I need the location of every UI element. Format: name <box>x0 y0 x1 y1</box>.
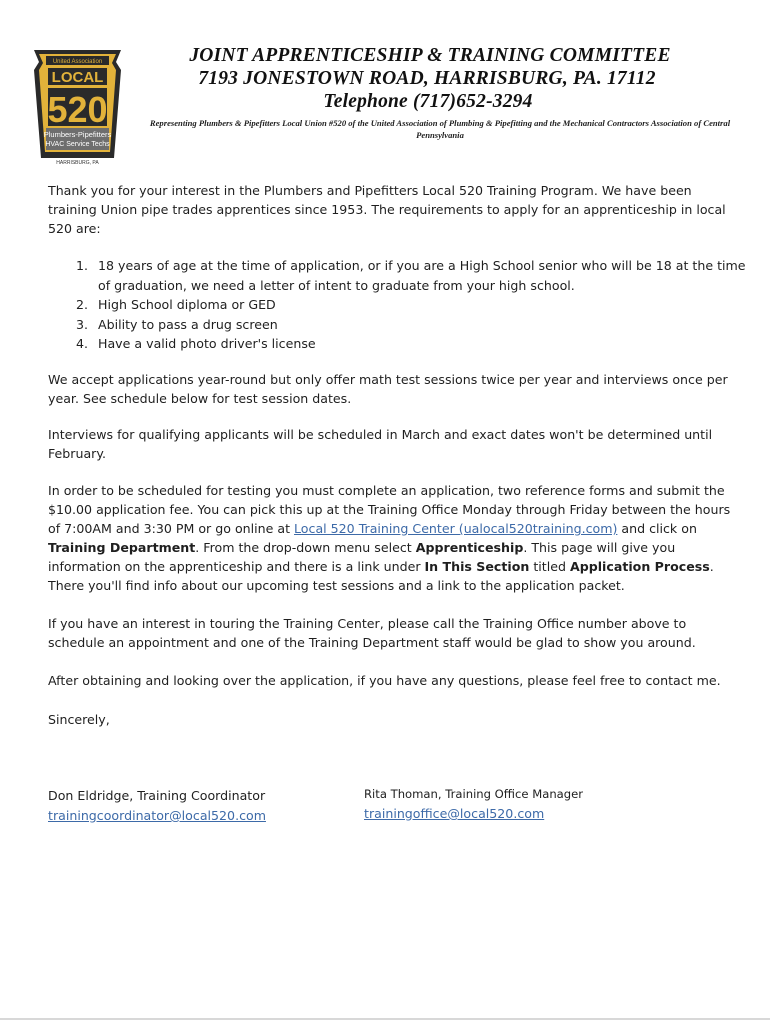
testing-paragraph <box>48 481 738 595</box>
touring-paragraph: If you have an interest in touring the Training Center, please call the Training Office number above to schedule an appointment and one of the Training Department staff would be glad to show you around. <box>48 616 696 650</box>
signer-email-link[interactable]: trainingcoordinator@local520.com <box>48 808 266 823</box>
committee-phone: Telephone (717)652-3294 <box>323 91 533 112</box>
committee-address: 7193 JONESTOWN ROAD, HARRISBURG, PA. 17112 <box>198 68 656 89</box>
closing: Sincerely, <box>48 712 110 727</box>
testing-text-3: . From the drop-down menu select <box>195 540 416 555</box>
logo-number: 520 <box>47 89 108 130</box>
training-department-text: Training Department <box>48 540 196 555</box>
training-center-link[interactable]: Local 520 Training Center (ualocal520training.com) <box>294 521 618 536</box>
interviews-paragraph: Interviews for qualifying applicants will be scheduled in March and exact dates won't be determined until February. <box>48 427 713 461</box>
signature-right <box>364 784 583 824</box>
in-this-section-text: In This Section <box>424 559 530 574</box>
signer-email-link[interactable]: trainingoffice@local520.com <box>364 806 545 821</box>
logo-local-label: LOCAL <box>51 69 104 86</box>
testing-text-2: and click on <box>617 521 697 536</box>
application-process-text: Application Process <box>569 559 710 574</box>
signer-name: Don Eldridge, Training Coordinator <box>48 788 266 803</box>
logo-sub-line1: Plumbers-Pipefitters <box>43 130 112 139</box>
list-item: 2. High School diploma or GED <box>92 295 752 315</box>
logo-top-text: United Association <box>52 59 103 65</box>
apprenticeship-text: Apprenticeship <box>415 540 524 555</box>
testing-text-4: . This page will give you information on the apprenticeship and there is a link under <box>48 540 676 574</box>
list-item: 3. Ability to pass a drug screen <box>92 315 752 335</box>
representing-line: Representing Plumbers & Pipefitters Local Union #520 of the United Association of Plumbing & Pipefitting and the Mechanical Contractors Association of Central Pennsylvania <box>149 118 731 140</box>
scan-edge-divider <box>0 1018 770 1020</box>
logo-city: HARRISBURG, PA <box>56 160 99 166</box>
local-520-logo <box>30 48 125 176</box>
letterhead <box>140 44 740 141</box>
testing-text-1: In order to be scheduled for testing you must complete an application, two reference forms and submit the $10.00 application fee. You can pick this up at the Training Office Monday through Friday between the hours of 7:00AM and 3:30 PM or go online at <box>48 483 731 536</box>
testing-text-6: . There you'll find info about our upcoming test sessions and a link to the application packet. <box>48 559 714 593</box>
intro-paragraph: Thank you for your interest in the Plumbers and Pipefitters Local 520 Training Program. We have been training Union pipe trades apprentices since 1953. The requirements to apply for an apprenticeship in local 520 are: <box>48 183 726 236</box>
requirements-list <box>70 256 752 354</box>
questions-paragraph: After obtaining and looking over the application, if you have any questions, please feel free to contact me. <box>48 673 721 688</box>
logo-sub-line2: HVAC Service Techs <box>45 141 110 148</box>
list-item: 4. Have a valid photo driver's license <box>92 334 752 354</box>
signature-left <box>48 786 266 826</box>
applications-paragraph: We accept applications year-round but only offer math test sessions twice per year and interviews once per year. See schedule below for test session dates. <box>48 372 728 406</box>
signer-name: Rita Thoman, Training Office Manager <box>364 787 584 801</box>
testing-text-5: titled <box>529 559 570 574</box>
list-item: 1. 18 years of age at the time of application, or if you are a High School senior who will be 18 at the time of graduation, we need a letter of intent to graduate from your high school. <box>92 256 752 295</box>
committee-title: JOINT APPRENTICESHIP & TRAINING COMMITTEE <box>189 45 671 66</box>
logo-text-overlay <box>30 48 125 160</box>
